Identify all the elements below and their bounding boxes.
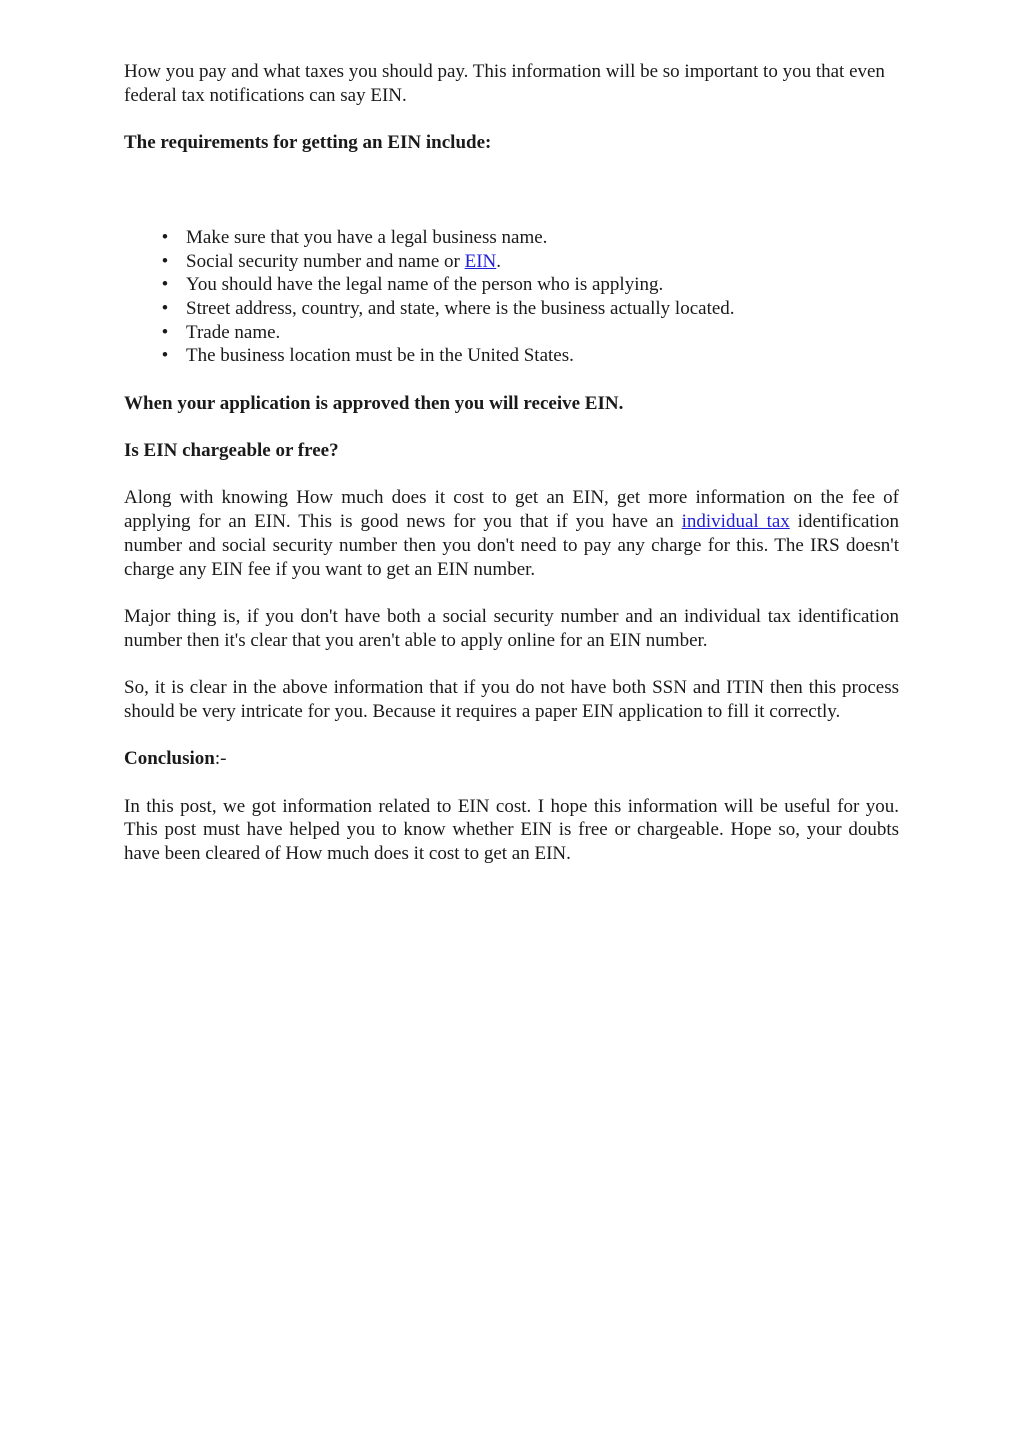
list-item (124, 297, 899, 321)
list-item-text: Social security number and name or (186, 250, 465, 272)
conclusion-heading-line (124, 747, 899, 771)
list-item-text-suffix: . (496, 250, 501, 272)
bullet-icon: • (161, 274, 169, 296)
fee-section-heading: Is EIN chargeable or free? (124, 440, 339, 462)
bullet-icon: • (161, 297, 169, 319)
bullet-icon: • (161, 250, 169, 272)
conclusion-paragraph: In this post, we got information related to EIN cost. I hope this information will be useful for you. This post must have helped you to know whether EIN is free or chargeable. Hope so, your doubts have been cleared of How much does it cost to get an EIN. (124, 795, 899, 864)
list-item (124, 321, 899, 345)
bullet-icon: • (161, 345, 169, 367)
list-item (124, 250, 899, 274)
approval-statement: When your application is approved then you will receive EIN. (124, 392, 624, 414)
list-item (124, 344, 899, 368)
fee-paragraph-3: So, it is clear in the above information that if you do not have both SSN and ITIN then this process should be very intricate for you. Because it requires a paper EIN application to fill it correctly. (124, 677, 899, 722)
fee-paragraph-2: Major thing is, if you don't have both a social security number and an individual tax identification number then it's clear that you aren't able to apply online for an EIN number. (124, 605, 899, 651)
list-item (124, 226, 899, 250)
bullet-icon: • (161, 321, 169, 343)
document-page (124, 60, 899, 889)
requirements-list (124, 226, 899, 368)
list-item-text: Street address, country, and state, where is the business actually located. (186, 297, 735, 319)
ein-link[interactable]: EIN (464, 250, 497, 272)
requirements-heading: The requirements for getting an EIN include: (124, 132, 492, 154)
list-item-text: Make sure that you have a legal business name. (186, 226, 548, 248)
list-item-text: You should have the legal name of the person who is applying. (186, 274, 664, 296)
list-item-text: The business location must be in the United States. (186, 345, 574, 367)
fee-paragraph-1-start: Along with knowing How much does it cost to get an EIN, get more information on the fee of applying for an EIN. This is good news for you that if you have an (124, 487, 899, 533)
bullet-icon: • (161, 226, 169, 248)
fee-paragraph-1-end: identification number and social security number then you don't need to pay any charge for this. The IRS doesn't charge any EIN fee if you want to get an EIN number. (124, 511, 899, 580)
list-item-text: Trade name. (186, 321, 281, 343)
list-item (124, 273, 899, 297)
intro-paragraph: How you pay and what taxes you should pay. This information will be so important to you that even federal tax notifications can say EIN. (124, 61, 885, 106)
fee-paragraph-1 (124, 486, 899, 581)
individual-tax-link[interactable]: individual tax (681, 511, 790, 533)
conclusion-heading: Conclusion (124, 748, 215, 770)
conclusion-heading-suffix: :- (214, 748, 227, 770)
